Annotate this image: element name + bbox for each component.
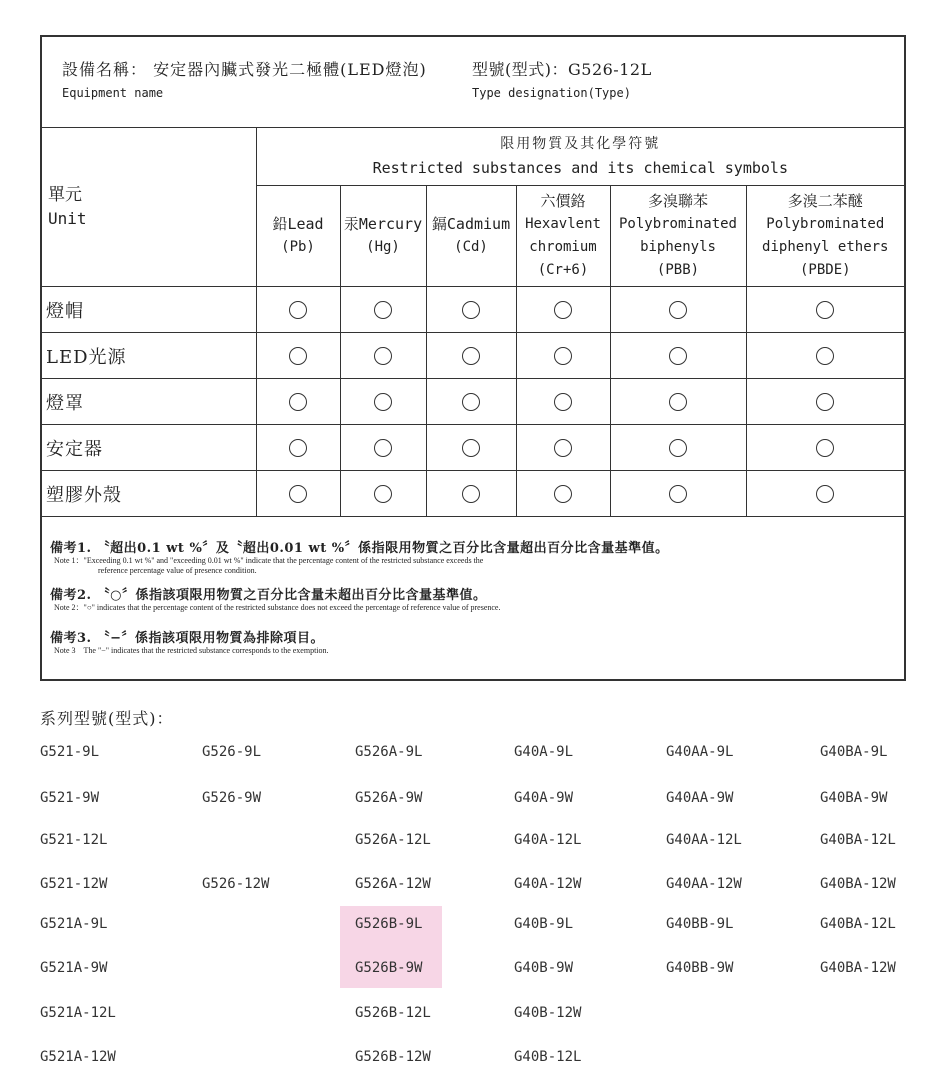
circle-mark-icon bbox=[554, 485, 572, 503]
series-model-item: G40B-9W bbox=[514, 960, 574, 976]
note-1-en-a: Note 1："Exceeding 0.1 wt %" and "exceeding 0.01 wt %" indicate that the percentage content of the restricted substance exceeds the bbox=[54, 556, 484, 565]
series-model-item: G526B-12W bbox=[355, 1049, 431, 1065]
circle-mark-icon bbox=[816, 347, 834, 365]
substance-header-line1: 鉛Lead bbox=[272, 215, 324, 233]
substance-header-line4: (Cr+6) bbox=[537, 262, 589, 278]
equipment-name-en: Equipment name bbox=[62, 86, 164, 100]
substance-header-line3: diphenyl ethers bbox=[762, 239, 889, 255]
substance-column-header bbox=[610, 186, 746, 287]
note-3 bbox=[50, 627, 900, 656]
compliance-cell bbox=[340, 425, 426, 471]
substance-header-line1: 鎘Cadmium bbox=[431, 215, 511, 233]
compliance-cell bbox=[516, 333, 610, 379]
substance-header-line2: (Pb) bbox=[281, 239, 315, 255]
compliance-cell bbox=[610, 333, 746, 379]
component-label: 燈罩 bbox=[42, 379, 256, 425]
series-model-item: G40A-12W bbox=[514, 876, 582, 892]
series-model-item: G521-9W bbox=[40, 790, 100, 806]
restricted-title-zh: 限用物質及其化學符號 bbox=[500, 136, 661, 152]
restricted-title-en: Restricted substances and its chemical symbols bbox=[372, 159, 788, 177]
table-row bbox=[42, 287, 904, 333]
series-model-item: G40A-12L bbox=[514, 832, 582, 848]
substance-header-line2: Polybrominated bbox=[766, 216, 885, 232]
table-row bbox=[42, 379, 904, 425]
compliance-cell bbox=[340, 471, 426, 517]
substance-column-header bbox=[426, 186, 516, 287]
compliance-cell bbox=[340, 379, 426, 425]
series-model-item: G526-9W bbox=[202, 790, 262, 806]
circle-mark-icon bbox=[374, 301, 392, 319]
substance-column-header bbox=[256, 186, 340, 287]
substance-header-line3: biphenyls bbox=[640, 239, 716, 255]
series-model-item: G521-12W bbox=[40, 876, 108, 892]
compliance-cell bbox=[746, 287, 904, 333]
compliance-cell bbox=[256, 379, 340, 425]
note-1-zh: 備考1. 〝超出0.1 wt %〞及〝超出0.01 wt %〞係指限用物質之百分比含量超出百分比含量基準值。 bbox=[50, 541, 669, 556]
compliance-cell bbox=[610, 287, 746, 333]
note-2 bbox=[50, 584, 900, 613]
circle-mark-icon bbox=[669, 301, 687, 319]
compliance-cell bbox=[610, 425, 746, 471]
series-model-item: G40BA-9W bbox=[820, 790, 888, 806]
type-designation-en: Type designation(Type) bbox=[472, 86, 631, 100]
series-model-item: G40BA-9L bbox=[820, 744, 888, 760]
compliance-cell bbox=[516, 425, 610, 471]
circle-mark-icon bbox=[816, 439, 834, 457]
substance-header-line4: (PBDE) bbox=[799, 262, 851, 278]
note-1-en-b: reference percentage value of presence condition. bbox=[98, 566, 257, 575]
circle-mark-icon bbox=[554, 347, 572, 365]
circle-mark-icon bbox=[462, 347, 480, 365]
substance-column-header bbox=[746, 186, 904, 287]
series-model-item: G40BB-9W bbox=[666, 960, 734, 976]
compliance-cell bbox=[256, 287, 340, 333]
circle-mark-icon bbox=[374, 485, 392, 503]
series-model-item: G40AA-12W bbox=[666, 876, 742, 892]
substance-column-header bbox=[340, 186, 426, 287]
series-model-item: G40AA-9L bbox=[666, 744, 734, 760]
circle-mark-icon bbox=[462, 393, 480, 411]
substance-header-line1: 汞Mercury bbox=[343, 215, 423, 233]
circle-mark-icon bbox=[816, 301, 834, 319]
circle-mark-icon bbox=[816, 393, 834, 411]
series-model-item: G526B-12L bbox=[355, 1005, 431, 1021]
series-model-item: G521-12L bbox=[40, 832, 108, 848]
series-model-item: G526B-9W bbox=[355, 960, 423, 976]
compliance-cell bbox=[426, 425, 516, 471]
table-row bbox=[42, 471, 904, 517]
compliance-cell bbox=[746, 425, 904, 471]
substance-header-line4: (PBB) bbox=[656, 262, 700, 278]
circle-mark-icon bbox=[462, 485, 480, 503]
compliance-cell bbox=[516, 379, 610, 425]
series-model-item: G526A-9L bbox=[355, 744, 423, 760]
series-model-item: G526A-12W bbox=[355, 876, 431, 892]
compliance-cell bbox=[610, 471, 746, 517]
circle-mark-icon bbox=[554, 439, 572, 457]
circle-mark-icon bbox=[289, 393, 307, 411]
table-row bbox=[42, 333, 904, 379]
note-3-en: Note 3 The "−" indicates that the restricted substance corresponds to the exemption. bbox=[54, 646, 329, 655]
compliance-cell bbox=[746, 471, 904, 517]
series-model-item: G521A-12L bbox=[40, 1005, 116, 1021]
series-model-item: G40BA-12L bbox=[820, 916, 896, 932]
circle-mark-icon bbox=[669, 393, 687, 411]
series-model-item: G521A-12W bbox=[40, 1049, 116, 1065]
component-label: 塑膠外殼 bbox=[42, 471, 256, 517]
circle-mark-icon bbox=[554, 393, 572, 411]
compliance-cell bbox=[256, 333, 340, 379]
series-model-item: G40A-9W bbox=[514, 790, 574, 806]
declaration-frame bbox=[40, 35, 906, 681]
circle-mark-icon bbox=[669, 439, 687, 457]
unit-header-en: Unit bbox=[48, 208, 87, 228]
note-2-en: Note 2："○" indicates that the percentage content of the restricted substance does not exceed the percentage of reference value of presence. bbox=[54, 603, 501, 612]
compliance-cell bbox=[610, 379, 746, 425]
circle-mark-icon bbox=[374, 347, 392, 365]
series-model-item: G521-9L bbox=[40, 744, 100, 760]
series-model-item: G40BA-12W bbox=[820, 960, 896, 976]
substance-header-line1: 六價鉻 bbox=[540, 192, 586, 210]
compliance-cell bbox=[516, 471, 610, 517]
compliance-cell bbox=[746, 379, 904, 425]
compliance-cell bbox=[516, 287, 610, 333]
series-models-title: 系列型號(型式)： bbox=[40, 709, 174, 728]
table-row bbox=[42, 425, 904, 471]
circle-mark-icon bbox=[289, 485, 307, 503]
series-model-item: G526-12W bbox=[202, 876, 270, 892]
note-1 bbox=[50, 537, 900, 576]
substance-header-line1: 多溴二苯醚 bbox=[787, 192, 863, 210]
circle-mark-icon bbox=[669, 347, 687, 365]
series-model-item: G40AA-9W bbox=[666, 790, 734, 806]
series-model-item: G526B-9L bbox=[355, 916, 423, 932]
compliance-cell bbox=[256, 471, 340, 517]
series-model-item: G40B-9L bbox=[514, 916, 574, 932]
compliance-cell bbox=[426, 333, 516, 379]
series-model-item: G40B-12L bbox=[514, 1049, 582, 1065]
substance-header-line2: Polybrominated bbox=[618, 216, 737, 232]
component-label: 安定器 bbox=[42, 425, 256, 471]
series-model-item: G40BA-12L bbox=[820, 832, 896, 848]
equipment-name-zh: 設備名稱： 安定器內臟式發光二極體(LED燈泡) bbox=[62, 60, 427, 79]
series-model-item: G40BB-9L bbox=[666, 916, 734, 932]
circle-mark-icon bbox=[374, 393, 392, 411]
compliance-cell bbox=[426, 379, 516, 425]
restricted-substances-header bbox=[256, 127, 904, 186]
notes-section bbox=[50, 537, 900, 664]
circle-mark-icon bbox=[554, 301, 572, 319]
circle-mark-icon bbox=[669, 485, 687, 503]
series-model-item: G40AA-12L bbox=[666, 832, 742, 848]
substance-header-line2: Hexavlent bbox=[525, 216, 601, 232]
restricted-substances-table bbox=[42, 127, 904, 517]
series-model-item: G40A-9L bbox=[514, 744, 574, 760]
substance-header-line3: chromium bbox=[529, 239, 597, 255]
substance-column-header bbox=[516, 186, 610, 287]
series-model-item: G526-9L bbox=[202, 744, 262, 760]
substance-header-line2: (Cd) bbox=[454, 239, 488, 255]
circle-mark-icon bbox=[289, 347, 307, 365]
compliance-cell bbox=[746, 333, 904, 379]
series-model-item: G521A-9W bbox=[40, 960, 108, 976]
compliance-cell bbox=[340, 287, 426, 333]
circle-mark-icon bbox=[289, 439, 307, 457]
compliance-cell bbox=[426, 471, 516, 517]
substance-header-line1: 多溴聯苯 bbox=[647, 192, 708, 210]
series-model-item: G526A-12L bbox=[355, 832, 431, 848]
circle-mark-icon bbox=[374, 439, 392, 457]
series-model-item: G40BA-12W bbox=[820, 876, 896, 892]
component-label: LED光源 bbox=[42, 333, 256, 379]
series-model-item: G521A-9L bbox=[40, 916, 108, 932]
compliance-cell bbox=[256, 425, 340, 471]
unit-header-zh: 單元 bbox=[48, 184, 82, 205]
note-3-zh: 備考3. 〝−〞係指該項限用物質為排除項目。 bbox=[50, 631, 324, 646]
compliance-cell bbox=[426, 287, 516, 333]
compliance-cell bbox=[340, 333, 426, 379]
type-designation-zh: 型號(型式)：G526-12L bbox=[472, 60, 652, 79]
series-model-item: G526A-9W bbox=[355, 790, 423, 806]
unit-header bbox=[42, 127, 256, 287]
circle-mark-icon bbox=[462, 439, 480, 457]
circle-mark-icon bbox=[816, 485, 834, 503]
series-model-item: G40B-12W bbox=[514, 1005, 582, 1021]
substance-header-line2: (Hg) bbox=[366, 239, 400, 255]
circle-mark-icon bbox=[289, 301, 307, 319]
component-label: 燈帽 bbox=[42, 287, 256, 333]
note-2-zh: 備考2. 〝○〞係指該項限用物質之百分比含量未超出百分比含量基準值。 bbox=[50, 588, 487, 603]
circle-mark-icon bbox=[462, 301, 480, 319]
equipment-header bbox=[42, 37, 904, 128]
